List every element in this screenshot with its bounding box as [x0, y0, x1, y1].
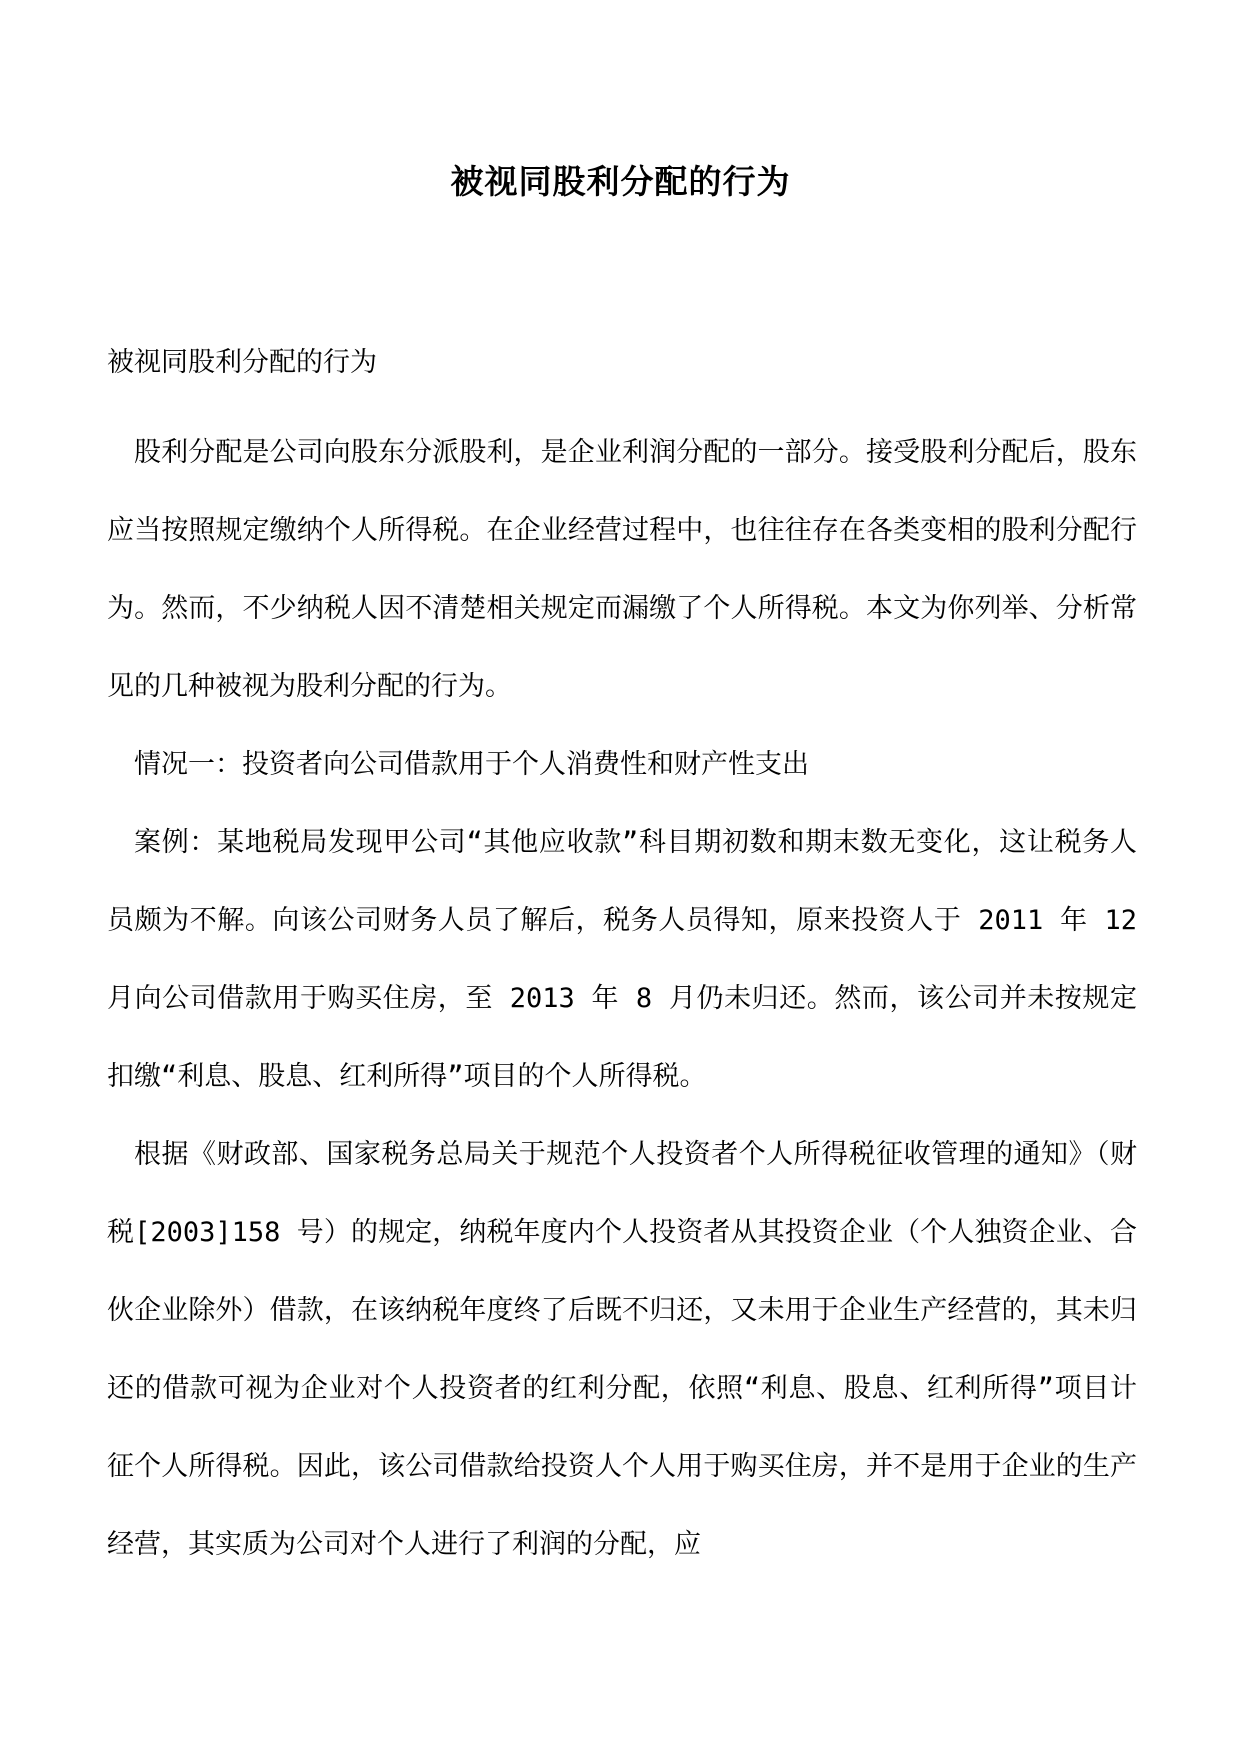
- paragraph-case-example: 案例：某地税局发现甲公司“其他应收款”科目期初数和期末数无变化，这让税务人员颇为不解。向该公司财务人员了解后，税务人员得知，原来投资人于 2011 年 12 月向公司借款用于购买住房，至 2013 年 8 月仍未归还。然而，该公司并未按规定扣缴“利息、股息、红利所得”项目的个人所得税。: [107, 827, 1137, 1092]
- document-title: 被视同股利分配的行为: [450, 162, 791, 201]
- paragraph-intro: 股利分配是公司向股东分派股利，是企业利润分配的一部分。接受股利分配后，股东应当按照规定缴纳个人所得税。在企业经营过程中，也往往存在各类变相的股利分配行为。然而，不少纳税人因不清楚相关规定而漏缴了个人所得税。本文为你列举、分析常见的几种被视为股利分配的行为。: [107, 437, 1137, 702]
- document-body: [107, 343, 1137, 1584]
- document-subtitle: 被视同股利分配的行为: [107, 347, 377, 378]
- paragraph-case-heading: 情况一：投资者向公司借款用于个人消费性和财产性支出: [134, 749, 809, 780]
- paragraph-regulation: 根据《财政部、国家税务总局关于规范个人投资者个人所得税征收管理的通知》（财税[2003]158 号）的规定，纳税年度内个人投资者从其投资企业（个人独资企业、合伙企业除外）借款，在该纳税年度终了后既不归还，又未用于企业生产经营的，其未归还的借款可视为企业对个人投资者的红利分配，依照“利息、股息、红利所得”项目计征个人所得税。因此，该公司借款给投资人个人用于购买住房，并不是用于企业的生产经营，其实质为公司对个人进行了利润的分配，应: [107, 1139, 1137, 1560]
